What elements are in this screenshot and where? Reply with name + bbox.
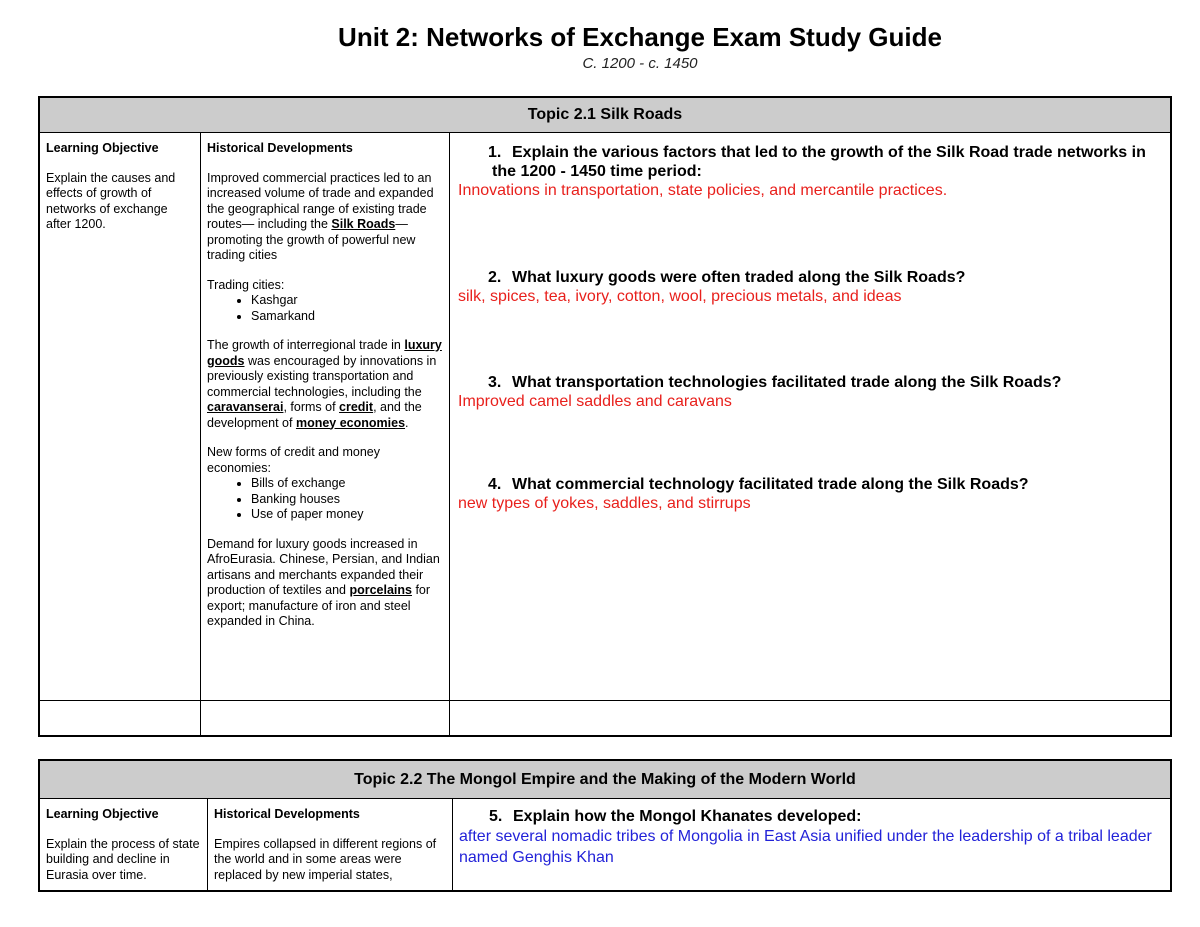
text-span: The growth of interregional trade in xyxy=(207,338,405,352)
key-term: caravanserai xyxy=(207,400,284,414)
key-term: luxury goods xyxy=(207,338,442,368)
question-label: What transportation technologies facilitated trade along the Silk Roads? xyxy=(512,374,1062,391)
key-term: Silk Roads xyxy=(331,217,396,231)
trading-cities-list xyxy=(207,293,443,324)
answer-text: Improved camel saddles and caravans xyxy=(458,393,732,410)
trading-cities-label: Trading cities: xyxy=(207,277,285,292)
historical-developments-heading: Historical Developments xyxy=(207,141,353,155)
text-span: , and the development of xyxy=(207,400,422,430)
question-label: What luxury goods were often traded along the Silk Roads? xyxy=(512,269,966,286)
development-paragraph xyxy=(207,338,443,431)
list-item: • Banking houses xyxy=(251,492,443,508)
learning-objective-heading: Learning Objective xyxy=(46,807,159,821)
learning-objective-text: Explain the process of state building and decline in Eurasia over time. xyxy=(46,836,200,882)
credit-list xyxy=(207,476,443,523)
text-span: Improved commercial practices led to an increased volume of trade and expanded the geographical range of existing trade routes— including the xyxy=(207,170,434,231)
question-number: 1. xyxy=(488,144,502,161)
topic-2-2-table xyxy=(38,759,1172,892)
key-term: credit xyxy=(339,400,374,414)
answer-text: new types of yokes, saddles, and stirrups xyxy=(458,495,751,512)
topic-2-1-empty-row xyxy=(40,701,1170,737)
text-span: was encouraged by innovations in previously existing transportation and commercial technologies, including the xyxy=(207,353,437,399)
text-span: Demand for luxury goods increased in AfroEurasia. Chinese, Persian, and Indian artisans and merchants expanded their production of textiles and xyxy=(207,536,440,597)
learning-objective-text: Explain the causes and effects of growth of networks of exchange after 1200. xyxy=(46,170,176,231)
topic-2-1-table xyxy=(38,96,1172,737)
question-block xyxy=(458,268,1162,306)
historical-developments-heading: Historical Developments xyxy=(214,807,360,821)
question-text xyxy=(458,475,1162,494)
credit-label: New forms of credit and money economies: xyxy=(207,445,380,475)
question-number: 2. xyxy=(488,269,502,286)
key-term: porcelains xyxy=(349,583,412,597)
questions-cell xyxy=(453,799,1170,891)
historical-developments-cell xyxy=(208,799,453,891)
historical-developments-cell xyxy=(201,133,450,700)
document-subtitle: C. 1200 - c. 1450 xyxy=(582,55,698,72)
topic-2-2-heading: Topic 2.2 The Mongol Empire and the Making of the Modern World xyxy=(40,761,1170,799)
question-block xyxy=(458,143,1162,200)
topic-2-2-content-row xyxy=(40,799,1170,891)
topic-2-1-heading: Topic 2.1 Silk Roads xyxy=(40,98,1170,133)
answer-text: silk, spices, tea, ivory, cotton, wool, precious metals, and ideas xyxy=(458,288,902,305)
empty-cell xyxy=(201,701,450,737)
question-number: 5. xyxy=(489,808,503,825)
topic-2-1-content-row xyxy=(40,133,1170,701)
development-paragraph xyxy=(207,537,443,630)
development-paragraph xyxy=(207,171,443,264)
development-paragraph: Empires collapsed in different regions of the world and in some areas were replaced by new imperial states, xyxy=(214,836,437,882)
learning-objective-cell xyxy=(40,133,201,700)
questions-cell xyxy=(450,133,1170,700)
question-number: 3. xyxy=(488,374,502,391)
text-span: , forms of xyxy=(283,400,340,414)
list-item: • Use of paper money xyxy=(251,507,443,523)
question-text xyxy=(459,807,1164,826)
question-label: Explain how the Mongol Khanates developed: xyxy=(513,808,862,825)
answer-text: Innovations in transportation, state policies, and mercantile practices. xyxy=(458,182,948,199)
text-span: —promoting the growth of powerful new trading cities xyxy=(207,217,416,262)
question-text xyxy=(458,373,1162,392)
question-label: Explain the various factors that led to the growth of the Silk Road trade networks in the 1200 - 1450 time period: xyxy=(492,144,1146,180)
list-item: • Kashgar xyxy=(251,293,443,309)
empty-cell xyxy=(450,701,1170,737)
question-block xyxy=(458,475,1162,513)
question-label: What commercial technology facilitated trade along the Silk Roads? xyxy=(512,476,1029,493)
key-term: money economies xyxy=(295,415,406,430)
document-title: Unit 2: Networks of Exchange Exam Study Guide xyxy=(338,22,942,52)
question-text xyxy=(458,268,1162,287)
question-number: 4. xyxy=(488,476,502,493)
list-item: • Bills of exchange xyxy=(251,476,443,492)
question-block xyxy=(458,373,1162,411)
question-text xyxy=(458,143,1162,181)
learning-objective-cell xyxy=(40,799,208,891)
list-item: • Samarkand xyxy=(251,309,443,325)
text-span: for export; manufacture of iron and steel expanded in China. xyxy=(207,583,431,628)
text-span: . xyxy=(405,415,409,430)
learning-objective-heading: Learning Objective xyxy=(46,141,159,155)
answer-text: after several nomadic tribes of Mongolia in East Asia unified under the leadership of a tribal leader named Genghis Khan xyxy=(459,828,1152,866)
empty-cell xyxy=(40,701,201,737)
